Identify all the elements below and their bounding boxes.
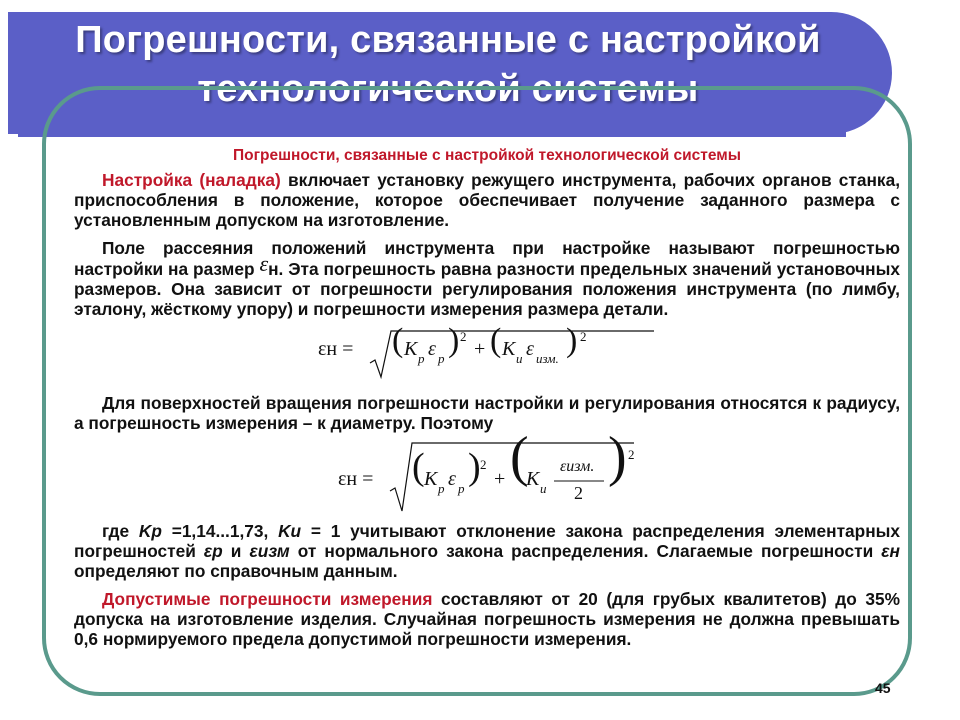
formula-setup-error: εн = ( K p ε p ) 2 + ( K и ε изм. ) 2 (74, 327, 900, 383)
eizm-symbol: εизм (249, 541, 290, 561)
paragraph-scatter (74, 238, 900, 319)
page-number: 45 (875, 680, 891, 696)
content-subtitle: Погрешности, связанные с настройкой технологической системы (232, 147, 742, 164)
formula-2-numerator: εизм. (560, 458, 595, 475)
term-measurement: Допустимые погрешности измерения (102, 589, 433, 609)
formula-2-denominator: 2 (574, 483, 583, 503)
paragraph-setup-text: включает установку режущего инструмента, рабочих органов станка, приспособления в положение, которое обеспечивает получение заданного размера с установленным допуском на изготовление. (74, 170, 900, 230)
formula-2-lhs: εн = (338, 468, 374, 490)
kp-symbol: Kp (138, 521, 162, 541)
formula-1-radical (74, 327, 900, 383)
slide-content (74, 146, 900, 657)
en-symbol: εн (881, 541, 900, 561)
paragraph-rotation: Для поверхностей вращения погрешности настройки и регулирования относятся к радиусу, а погрешность измерения – к диаметру. Поэтому (74, 393, 900, 433)
ep-symbol: εp (203, 541, 223, 561)
formula-rotation-error: εн = ( K p ε p ) 2 + ( K и εизм. 2 ) 2 (74, 441, 900, 515)
paragraph-coefficients: где Kp =1,14...1,73, Kи = 1 учитывают отклонение закона распределения элементарных погрешностей εp и εизм от нормального закона распределения. Слагаемые погрешности εн определяют по справочным данным. (74, 521, 901, 581)
paragraph-scatter-text-a: Поле рассеяния положений инструмента при настройке называют погрешностью настройки на размер (74, 238, 900, 279)
slide-title: Погрешности, связанные с настройкой технологической системы (75, 19, 821, 110)
ku-symbol: Kи (278, 521, 302, 541)
formula-1-ku: K (502, 338, 516, 360)
paragraph-setup (74, 170, 900, 230)
formula-2-radical (74, 441, 900, 515)
epsilon-symbol: ε (259, 251, 269, 276)
formula-1-lhs: εн = (318, 338, 354, 360)
formula-2-ku: K (526, 468, 540, 490)
paragraph-scatter-text-b: н. Эта погрешность равна разности предельных значений установочных размеров. Она зависит от погрешности регулирования положения инструмента (по лимбу, эталону, жёсткому упору) и погрешности измерения размера детали. (74, 259, 900, 319)
formula-1-k: K (404, 338, 418, 360)
term-setup: Настройка (наладка) (102, 170, 281, 190)
paragraph-measurement: Допустимые погрешности измерения составляют от 20 (для грубых квалитетов) до 35% допуска на изготовление изделия. Случайная погрешность измерения не должна превышать 0,6 нормируемого предела допустимой погрешности измерения. (74, 589, 900, 649)
